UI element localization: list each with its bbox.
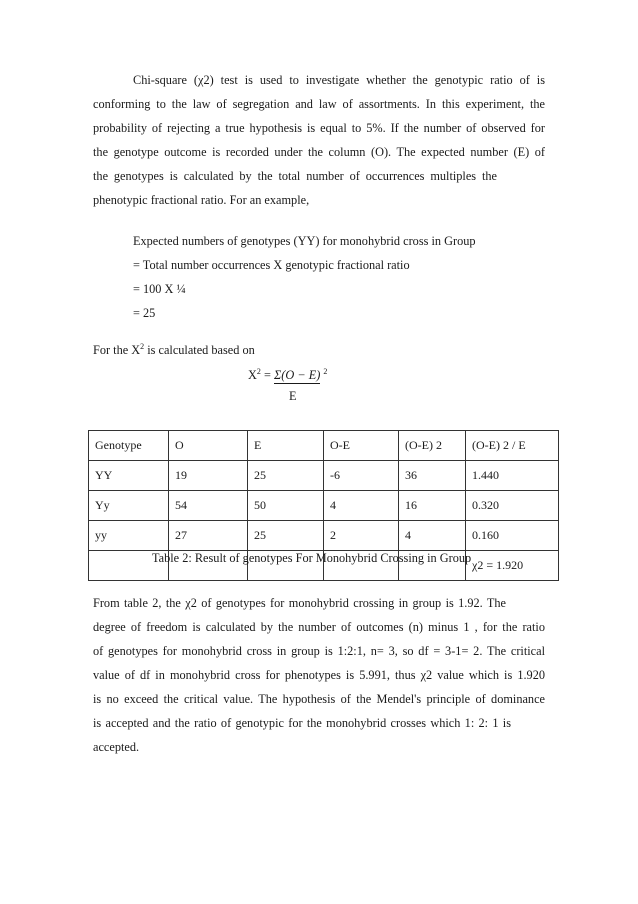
conclusion-line: accepted. [93, 740, 140, 754]
header-cell: (O-E) 2 [399, 431, 466, 461]
formula-denominator: E [289, 389, 297, 403]
intro-paragraph [93, 68, 545, 212]
formula-numerator: Σ(O − E) [273, 368, 321, 382]
table-cell: Yy [89, 491, 169, 521]
header-cell: Genotype [89, 431, 169, 461]
formula-intro-text-end: is calculated based on [144, 343, 255, 357]
table-cell: 1.440 [466, 461, 559, 491]
intro-line: probability of rejecting a true hypothesis is equal to 5%. If the number of observed for [93, 121, 545, 135]
example-calculation [133, 229, 476, 325]
table-cell: 54 [169, 491, 248, 521]
table-cell: 19 [169, 461, 248, 491]
table-cell: 4 [324, 491, 399, 521]
formula-intro-superscript: 2 [140, 341, 145, 351]
example-line: Expected numbers of genotypes (YY) for monohybrid cross in Group [133, 234, 476, 248]
conclusion-line: of genotypes for monohybrid cross in group is 1:2:1, n= 3, so df = 3-1= 2. The critical [93, 644, 545, 658]
formula-intro-text: For the X [93, 343, 141, 357]
table-cell: 0.320 [466, 491, 559, 521]
formula-lhs: X [248, 368, 257, 382]
example-line: = Total number occurrences X genotypic fractional ratio [133, 258, 410, 272]
table-cell: 2 [324, 521, 399, 551]
formula-numerator-superscript: 2 [323, 366, 328, 376]
table-cell: YY [89, 461, 169, 491]
header-cell: O-E [324, 431, 399, 461]
intro-line: the genotype outcome is recorded under the column (O). The expected number (E) of [93, 145, 545, 159]
table-header-row [89, 431, 559, 461]
conclusion-line: From table 2, the χ2 of genotypes for monohybrid crossing in group is 1.92. The [93, 596, 506, 610]
table-cell: 36 [399, 461, 466, 491]
intro-line: conforming to the law of segregation and law of assortments. In this experiment, the [93, 97, 545, 111]
formula-intro [93, 342, 255, 358]
header-cell: O [169, 431, 248, 461]
table-cell: 50 [248, 491, 324, 521]
table-row [89, 521, 559, 551]
table-cell: 25 [248, 461, 324, 491]
formula-lhs-superscript: 2 [256, 366, 261, 376]
table-cell: yy [89, 521, 169, 551]
conclusion-line: is no exceed the critical value. The hypothesis of the Mendel's principle of dominance [93, 692, 545, 706]
header-cell: (O-E) 2 / E [466, 431, 559, 461]
formula-equals: = [260, 368, 274, 382]
table-cell: 4 [399, 521, 466, 551]
table-row [89, 491, 559, 521]
table-cell: -6 [324, 461, 399, 491]
table-row [89, 461, 559, 491]
table-cell: 27 [169, 521, 248, 551]
table-cell: 16 [399, 491, 466, 521]
example-line: = 25 [133, 306, 156, 320]
conclusion-paragraph [93, 591, 545, 759]
table-cell: 25 [248, 521, 324, 551]
conclusion-line: value of df in monohybrid cross for phenotypes is 5.991, thus χ2 value which is 1.920 [93, 668, 545, 682]
table-cell: 0.160 [466, 521, 559, 551]
intro-line: phenotypic fractional ratio. For an example, [93, 193, 310, 207]
intro-line: Chi-square (χ2) test is used to investigate whether the genotypic ratio of is [133, 73, 545, 87]
intro-line: the genotypes is calculated by the total number of occurrences multiples the [93, 169, 497, 183]
table-caption: Table 2: Result of genotypes For Monohybrid Crossing in Group [152, 551, 472, 565]
header-cell: E [248, 431, 324, 461]
conclusion-line: degree of freedom is calculated by the number of outcomes (n) minus 1 , for the ratio [93, 620, 545, 634]
example-line: = 100 X ¼ [133, 282, 186, 296]
conclusion-line: is accepted and the ratio of genotypic for the monohybrid crosses which 1: 2: 1 is [93, 716, 511, 730]
chi-square-total-cell: χ2 = 1.920 [466, 551, 559, 581]
chi-square-formula [248, 367, 327, 383]
